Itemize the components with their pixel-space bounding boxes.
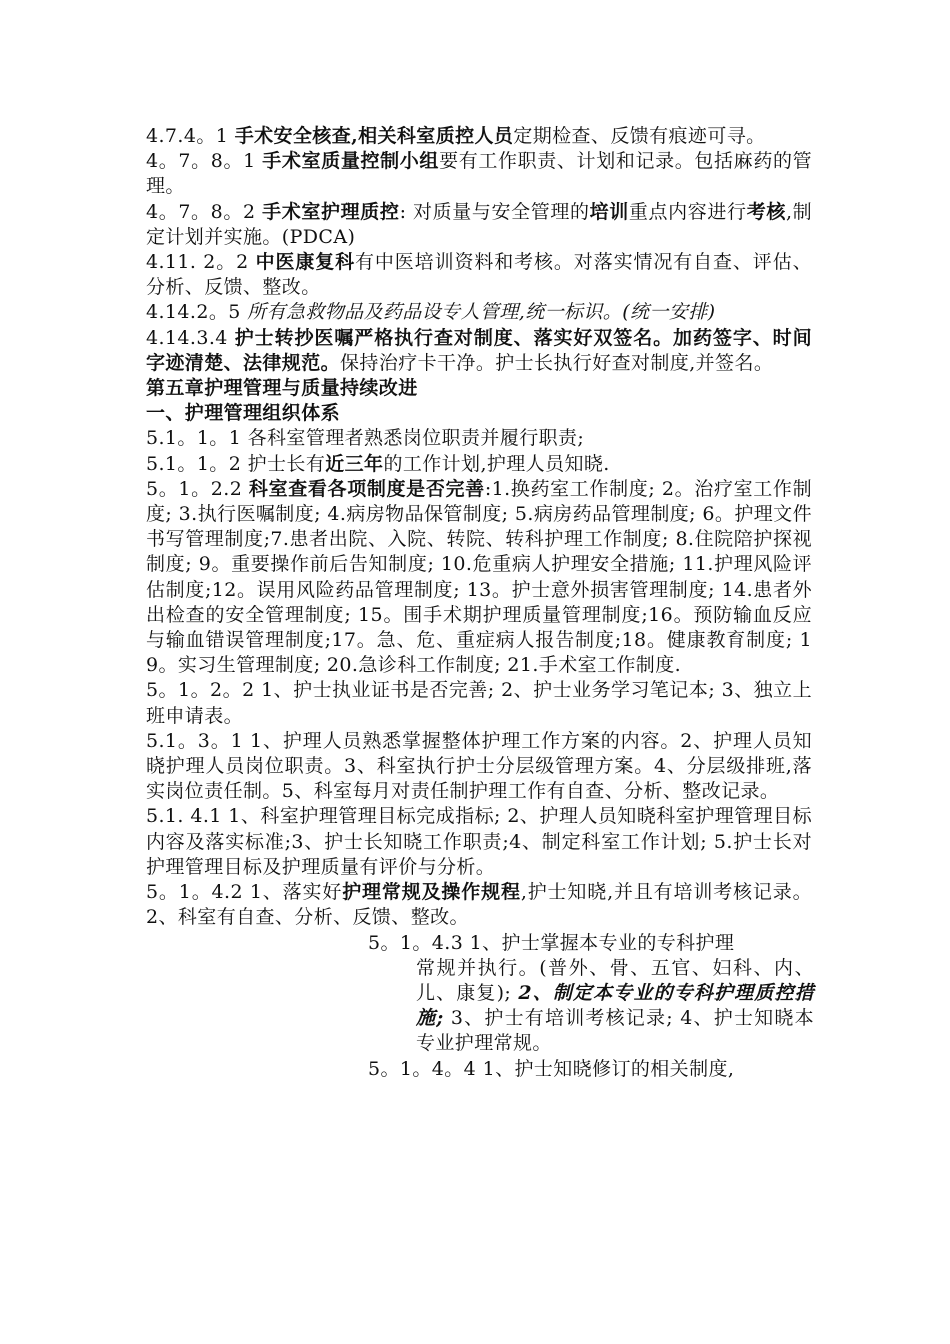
text-run: 保持治疗卡干净。护士长执行好查对制度,并签名。 (340, 351, 774, 374)
bold-text: 第五章护理管理与质量持续改进 (146, 377, 418, 400)
bold-text: 2、制定本专业的专科护理质控措施; (416, 981, 814, 1030)
paragraph (146, 250, 812, 300)
paragraph (146, 452, 812, 477)
paragraph (146, 477, 812, 679)
text-run: 4。7。8。1 (146, 150, 263, 173)
bold-text: 科室查看各项制度是否完善 (248, 477, 485, 500)
bold-text: 考核 (746, 200, 786, 223)
indented-lead: 5。1。4.3 1、护士掌握本专业的专科护理 (368, 931, 735, 954)
indented-section (146, 931, 812, 1082)
text-run: 常规并执行。(普外、骨、五官、妇科、内、儿、康复); (416, 956, 814, 1004)
text-run: 5。1。4.2 1、落实好 (146, 881, 343, 904)
text-run: 4.14.3.4 (146, 326, 235, 349)
paragraph (146, 200, 812, 250)
text-run: 的工作计划,护理人员知晓. (383, 452, 610, 475)
text-run: 定期检查、反馈有痕迹可寻。 (513, 125, 766, 147)
paragraph (146, 678, 812, 728)
text-run: 5.1。3。1 1、护理人员熟悉掌握整体护理工作方案的内容。2、护理人员知晓护理人员岗位职责。3、科室执行护士分层级管理方案。4、分层级排班,落实岗位责任制。5、科室每月对责任制护理工作有自查、分析、整改记录。 (146, 729, 812, 803)
paragraph (146, 426, 812, 451)
text-run: 4.14.2。5 (146, 301, 248, 324)
text-run: 5.1。1。1 各科室管理者熟悉岗位职责并履行职责; (146, 427, 585, 450)
paragraph (146, 729, 812, 805)
bold-text: 手术安全核查,相关科室质控人员 (234, 125, 514, 147)
text-run: 重点内容进行 (628, 200, 747, 223)
paragraph (146, 880, 812, 930)
italic-text: 所有急救物品及药品设专人管理,统一标识。(统一安排) (247, 301, 716, 324)
indented-continuation (416, 956, 814, 1057)
bold-text: 护士转抄医嘱严格执行查对制度、落实好双签名。加药签字、时间字迹清楚、法律规范。 (146, 326, 812, 374)
text-run: ,护士知晓,并且有培训考核记录。2、科室有自查、分析、反馈、整改。 (146, 881, 812, 929)
paragraph (146, 300, 812, 325)
text-run: 5。1。2.2 (146, 477, 249, 500)
indented-lead: 5。1。4。4 1、护士知晓修订的相关制度, (368, 1057, 735, 1080)
paragraph (146, 804, 812, 880)
text-run: : 对质量与安全管理的 (399, 200, 590, 223)
paragraph (146, 326, 812, 376)
text-run: 5。1。2。2 1、护士执业证书是否完善; 2、护士业务学习笔记本; 3、独立上班申请表。 (146, 679, 812, 727)
bold-text: 中医康复科 (255, 251, 356, 274)
bold-text: 一、护理管理组织体系 (146, 402, 341, 425)
bold-text: 手术室质量控制小组 (262, 150, 440, 173)
text-run: :1.换药室工作制度; 2。治疗室工作制度; 3.执行医嘱制度; 4.病房物品保管制度; 5.病房药品管理制度; 6。护理文件书写管理制度;7.患者出院、入院、转院、转科护理工作制度; 8.住院陪护探视制度; 9。重要操作前后告知制度; 10.危重病人护理安全措施; 11.护理风险评估制度;12。误用风险药品管理制度; 13。护士意外损害管理制度; 14.患者外出检查的安全管理制度; 15。围手术期护理质量管理制度;16。预防输血反应与输血错误管理制度;17。急、危、重症病人报告制度;18。健康教育制度; 19。实习生管理制度; 20.急诊科工作制度; 21.手术室工作制度. (146, 477, 812, 677)
text-run: 5.1。1。2 护士长有 (146, 452, 326, 475)
section-heading (146, 401, 812, 426)
document-body (146, 124, 812, 931)
indented-paragraph (368, 931, 814, 1057)
paragraph (146, 124, 812, 149)
text-run: ,制定计划并实施。(PDCA) (146, 200, 813, 248)
bold-text: 手术室护理质控 (262, 200, 400, 223)
section-heading (146, 376, 812, 401)
text-run: 4.11. 2。2 (146, 251, 256, 274)
text-run: 有中医培训资料和考核。对落实情况有自查、评估、分析、反馈、整改。 (146, 251, 812, 299)
paragraph (146, 149, 812, 199)
text-run: 4.7.4。1 (146, 125, 235, 147)
bold-text: 护理常规及操作规程 (342, 881, 521, 904)
text-run: 要有工作职责、计划和记录。包括麻药的管理。 (146, 150, 812, 198)
indented-paragraph (368, 1057, 814, 1082)
text-run: 4。7。8。2 (146, 200, 263, 223)
text-run: 3、护士有培训考核记录; 4、护士知晓本专业护理常规。 (416, 1007, 814, 1055)
bold-text: 近三年 (325, 452, 384, 475)
bold-text: 培训 (589, 200, 629, 223)
text-run: 5.1. 4.1 1、科室护理管理目标完成指标; 2、护理人员知晓科室护理管理目标内容及落实标准;3、护士长知晓工作职责;4、制定科室工作计划; 5.护士长对护理管理目标及护理质量有评价与分析。 (146, 805, 812, 878)
